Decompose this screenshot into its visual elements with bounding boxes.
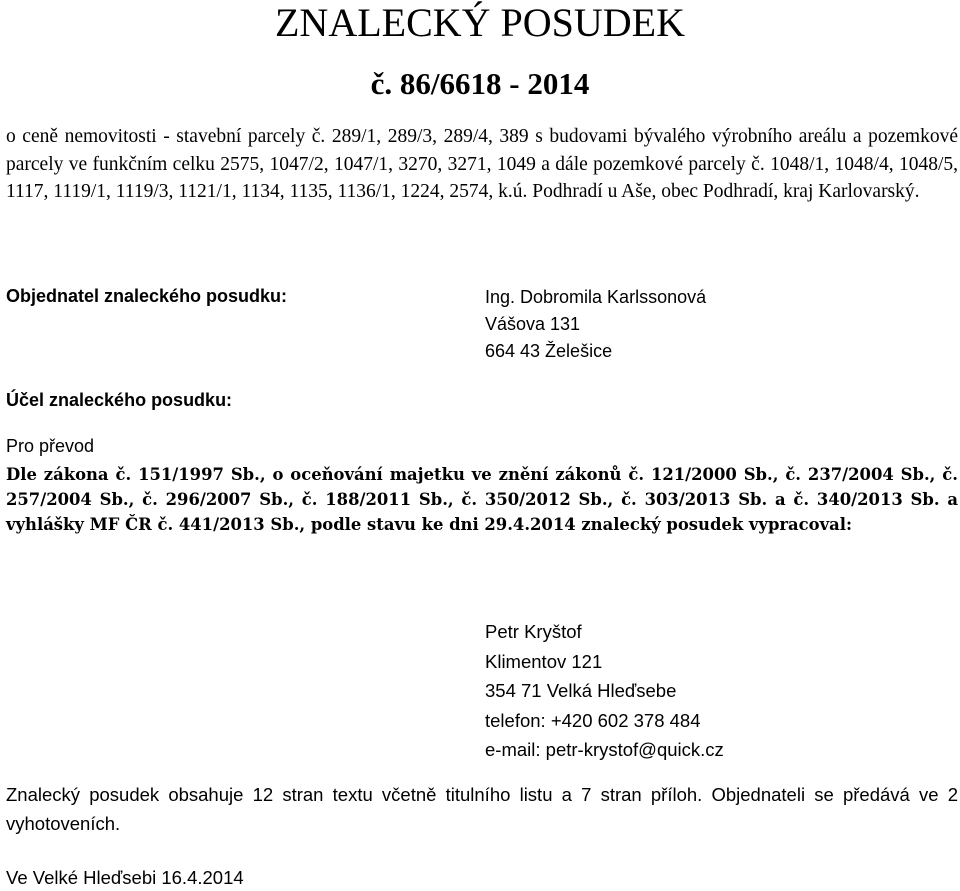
client-street: Vášova 131 [485, 314, 581, 334]
purpose-label: Účel znaleckého posudku: [6, 390, 233, 410]
contents-note: Znalecký posudek obsahuje 12 stran textu včetně titulního listu a 7 stran příloh. Objednateli se předává ve 2 vyhotoveních. [6, 784, 958, 834]
client-label: Objednatel znaleckého posudku: [6, 286, 288, 306]
client-name: Ing. Dobromila Karlssonová [485, 287, 707, 307]
expert-email: e-mail: petr-krystof@quick.cz [485, 739, 724, 760]
document-title: ZNALECKÝ POSUDEK [275, 0, 685, 45]
client-address-block [485, 284, 706, 365]
place-date: Ve Velké Hleďsebi 16.4.2014 [6, 867, 244, 888]
expert-street: Klimentov 121 [485, 650, 603, 672]
expert-name: Petr Kryštof [485, 621, 582, 642]
purpose-value: Pro převod [6, 436, 95, 456]
client-city: 664 43 Želešice [485, 341, 613, 361]
document-subject: o ceně nemovitosti - stavební parcely č. 289/1, 289/3, 289/4, 389 s budovami bývalého výrobního areálu a pozemkové parcely ve funkčním celku 2575, 1047/2, 1047/1, 3270, 3271, 1049 a dále pozemkové parcely č. 1048/1, 1048/4, 1048/5, 1117, 1119/1, 1119/3, 1121/1, 1134, 1135, 1136/1, 1224, 2574, k.ú. Podhradí u Aše, obec Podhradí, kraj Karlovarský. [6, 126, 958, 203]
document-number: č. 86/6618 - 2014 [370, 66, 590, 101]
expert-address-block [485, 617, 724, 765]
expert-city: 354 71 Velká Hleďsebe [485, 680, 677, 701]
legal-basis: Dle zákona č. 151/1997 Sb., o oceňování majetku ve znění zákonů č. 121/2000 Sb., č. 237/2004 Sb., č. 257/2004 Sb., č. 296/2007 Sb., č. 188/2011 Sb., č. 350/2012 Sb., č. 303/2013 Sb. a č. 340/2013 Sb. a vyhlášky MF ČR č. 441/2013 Sb., podle stavu ke dni 29.4.2014 znalecký posudek vypracoval: [6, 465, 958, 534]
expert-phone: telefon: +420 602 378 484 [485, 709, 701, 731]
